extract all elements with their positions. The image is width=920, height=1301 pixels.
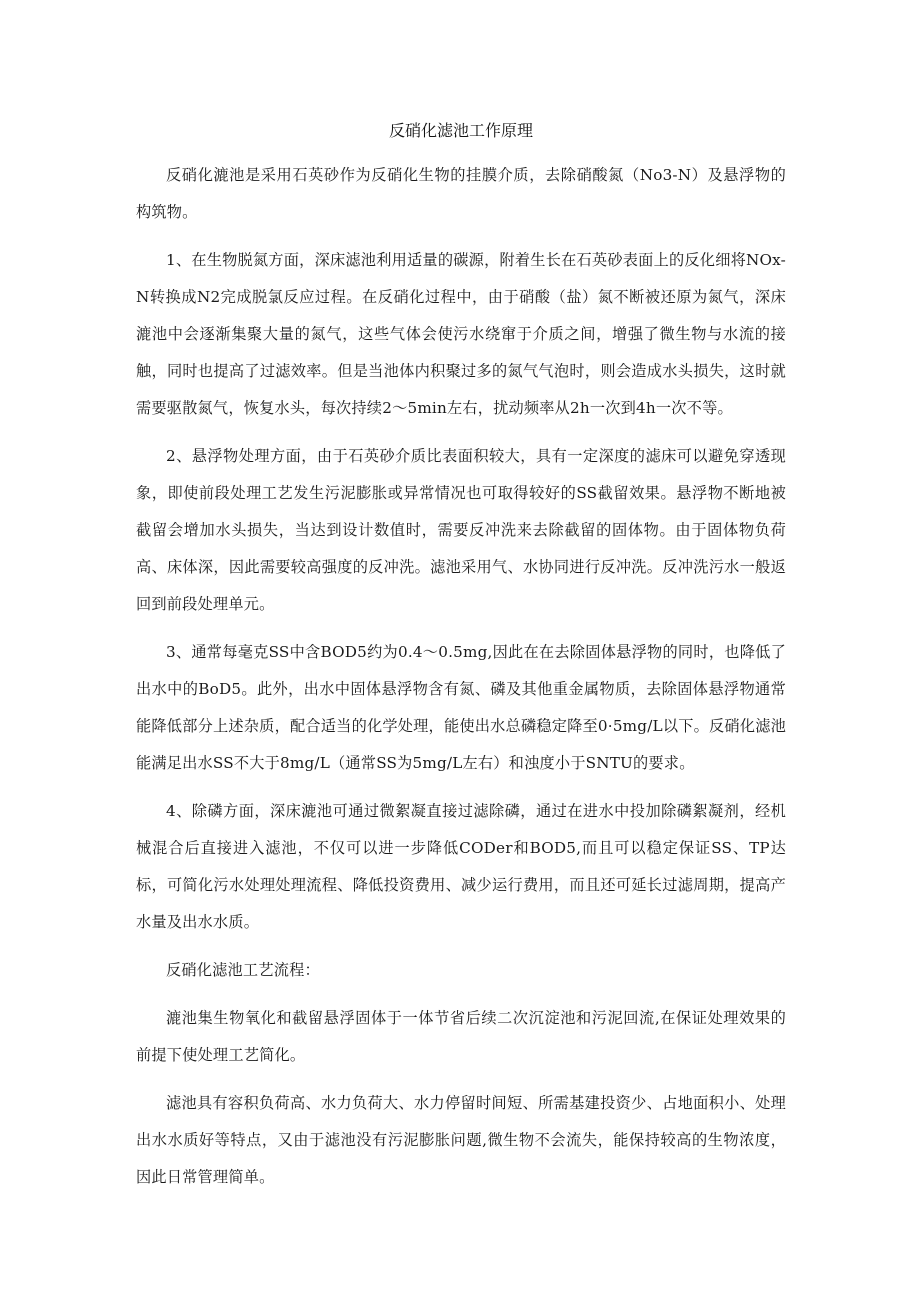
document-body [136,118,786,1207]
paragraph-intro: 反硝化漉池是采用石英砂作为反硝化生物的挂膜介质，去除硝酸氮（No3-N）及悬浮物的构筑物。 [136,166,786,221]
paragraph-process-heading: 反硝化滤池工艺流程： [166,961,320,979]
paragraph-denitrification: 1、在生物脱氮方面，深床滤池利用适量的碳源，附着生长在石英砂表面上的反化细将NOx-N转换成N2完成脱氯反应过程。在反硝化过程中，由于硝酸（盐）氮不断被还原为氮气，深床漉池中会逐渐集聚大量的氮气，这些气体会使污水绕窜于介质之间，增强了微生物与水流的接触，同时也提高了过滤效率。但是当池体内积聚过多的氮气气泡时，则会造成水头损失，这时就需要驱散氮气，恢复水头，每次持续2～5min左右，扰动频率从2h一次到4h一次不等。 [136,251,786,417]
paragraph-advantages: 滤池具有容积负荷高、水力负荷大、水力停留时间短、所需基建投资少、占地面积小、处理出水水质好等特点，又由于滤池没有污泥膨胀问题,微生物不会流失，能保持较高的生物浓度，因此日常管理简单。 [136,1094,786,1186]
paragraph-process-description: 漉池集生物氧化和截留悬浮固体于一体节省后续二次沉淀池和污泥回流,在保证处理效果的前提下使处理工艺简化。 [136,1009,786,1064]
paragraph-phosphorus-removal: 4、除磷方面，深床漉池可通过微絮凝直接过滤除磷，通过在进水中投加除磷絮凝剂，经机械混合后直接进入滤池，不仅可以进一步降低CODer和BOD5,而且可以稳定保证SS、TP达标，可简化污水处理处理流程、降低投资费用、减少运行费用，而且还可延长过滤周期，提高产水量及出水水质。 [136,802,786,931]
paragraph-suspended-solids: 2、悬浮物处理方面，由于石英砂介质比表面积较大，具有一定深度的滤床可以避免穿透现象，即使前段处理工艺发生污泥膨胀或异常情况也可取得较好的SS截留效果。悬浮物不断地被截留会增加水头损失，当达到设计数值时，需要反冲洗来去除截留的固体物。由于固体物负荷高、床体深，因此需要较高强度的反冲洗。滤池采用气、水协同进行反冲洗。反冲洗污水一般返回到前段处理单元。 [136,447,786,613]
paragraph-bod-removal: 3、通常每毫克SS中含BOD5约为0.4～0.5mg,因此在在去除固体悬浮物的同时，也降低了出水中的BoD5。此外，出水中固体悬浮物含有氮、磷及其他重金属物质，去除固体悬浮物通常能降低部分上述杂质，配合适当的化学处理，能使出水总磷稳定降至0·5mg∕L以下。反硝化滤池能满足出水SS不大于8mg∕L（通常SS为5mg∕L左右）和浊度小于SNTU的要求。 [136,643,786,772]
page-title: 反硝化滤池工作原理 [388,121,533,140]
